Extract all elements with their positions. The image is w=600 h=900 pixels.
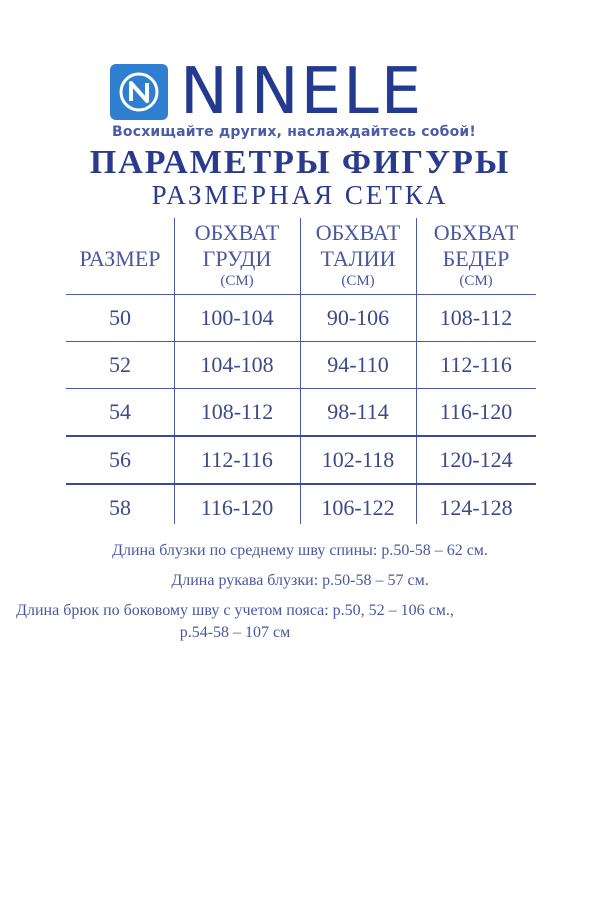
header-waist-line2: ТАЛИИ (320, 246, 396, 271)
header-size: РАЗМЕР (79, 246, 161, 271)
cell-waist: 106-122 (321, 495, 395, 520)
header-hips-unit: (СМ) (459, 273, 493, 289)
cell-waist: 94-110 (327, 352, 389, 377)
logo-row (110, 55, 424, 129)
brand-tagline: Восхищайте других, наслаждайтесь собой! (112, 124, 477, 140)
cell-waist: 90-106 (326, 305, 390, 330)
brand-name: NINELE (180, 55, 424, 129)
cell-bust: 104-108 (200, 352, 274, 377)
ninele-badge-icon (110, 64, 168, 120)
header-waist-unit: (СМ) (341, 273, 375, 289)
note-blouse-length: Длина блузки по среднему шву спины: р.50-58 – 62 см. (112, 542, 488, 559)
cell-hips: 108-112 (439, 305, 513, 330)
cell-bust: 116-120 (200, 495, 274, 520)
note-sleeve-length: Длина рукава блузки: р.50-58 – 57 см. (171, 572, 429, 589)
table-row (66, 294, 536, 341)
cell-hips: 116-120 (439, 399, 513, 424)
note-trousers-length: Длина брюк по боковому шву с учетом пояса: р.50, 52 – 106 см., р.54-58 – 107 см (16, 602, 454, 641)
cell-size: 54 (109, 399, 131, 424)
header-bust-line2: ГРУДИ (202, 246, 272, 271)
cell-hips: 124-128 (439, 495, 513, 520)
table-row (66, 388, 536, 435)
header-bust (174, 220, 300, 290)
cell-bust: 112-116 (201, 447, 273, 472)
header-waist-line1: ОБХВАТ (315, 220, 401, 245)
header-hips (416, 220, 536, 290)
header-waist (300, 220, 416, 290)
header-bust-unit: (СМ) (220, 273, 254, 289)
cell-size: 56 (109, 447, 131, 472)
header-bust-line1: ОБХВАТ (194, 220, 280, 245)
measurement-notes (0, 540, 600, 652)
size-table (66, 214, 536, 531)
page-title: ПАРАМЕТРЫ ФИГУРЫ (89, 144, 511, 181)
cell-bust: 108-112 (200, 399, 274, 424)
header-hips-line2: БЕДЕР (442, 246, 510, 271)
cell-size: 52 (109, 352, 131, 377)
cell-waist: 98-114 (327, 399, 389, 424)
table-header (66, 214, 536, 294)
cell-size: 58 (109, 495, 131, 520)
table-row (66, 341, 536, 388)
table-row (66, 435, 536, 483)
cell-size: 50 (109, 305, 131, 330)
table-row (66, 483, 536, 531)
cell-hips: 112-116 (440, 352, 512, 377)
cell-bust: 100-104 (200, 305, 274, 330)
header-hips-line1: ОБХВАТ (433, 220, 519, 245)
page-subtitle: РАЗМЕРНАЯ СЕТКА (151, 180, 449, 210)
cell-hips: 120-124 (439, 447, 513, 472)
cell-waist: 102-118 (321, 447, 395, 472)
